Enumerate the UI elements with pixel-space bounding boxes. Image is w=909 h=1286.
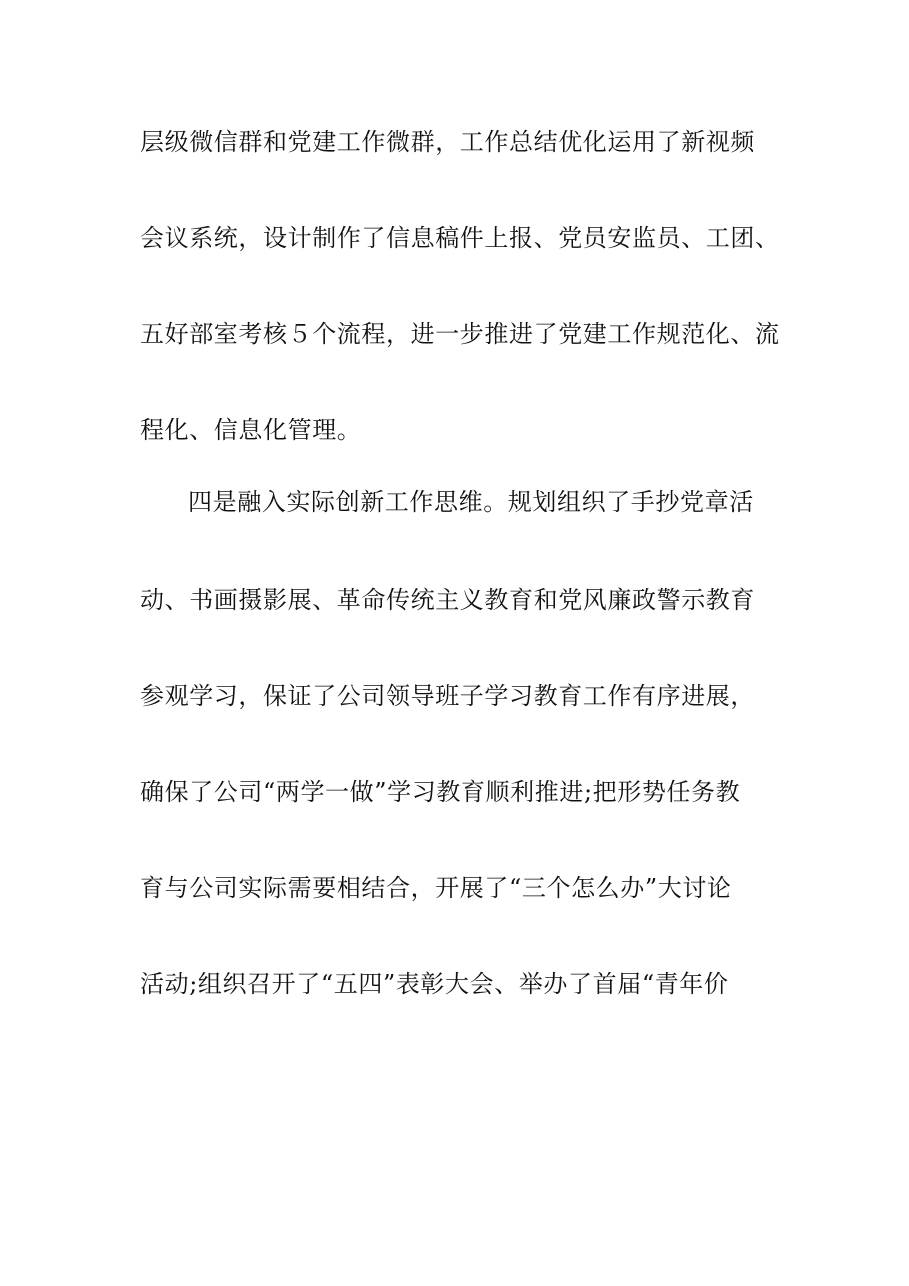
paragraph-line: 育与公司实际需要相结合，开展了“三个怎么办”大讨论 [140, 874, 732, 902]
paragraph-line: 活动;组织召开了“五四”表彰大会、举办了首届“青年价 [140, 970, 729, 998]
paragraph-line: 确保了公司“两学一做”学习教育顺利推进;把形势任务教 [140, 778, 741, 806]
paragraph-line: 参观学习，保证了公司领导班子学习教育工作有序进展， [140, 682, 755, 710]
paragraph-line: 层级微信群和党建工作微群，工作总结优化运用了新视频 [140, 128, 755, 156]
paragraph-line: 五好部室考核５个流程，进一步推进了党建工作规范化、流 [140, 320, 780, 348]
paragraph-first-line: 四是融入实际创新工作思维。规划组织了手抄党章活 [188, 488, 754, 516]
paragraph-line: 程化、信息化管理。 [140, 416, 362, 444]
paragraph-line: 动、书画摄影展、革命传统主义教育和党风廉政警示教育 [140, 586, 755, 614]
paragraph-line: 会议系统，设计制作了信息稿件上报、党员安监员、工团、 [140, 224, 780, 252]
